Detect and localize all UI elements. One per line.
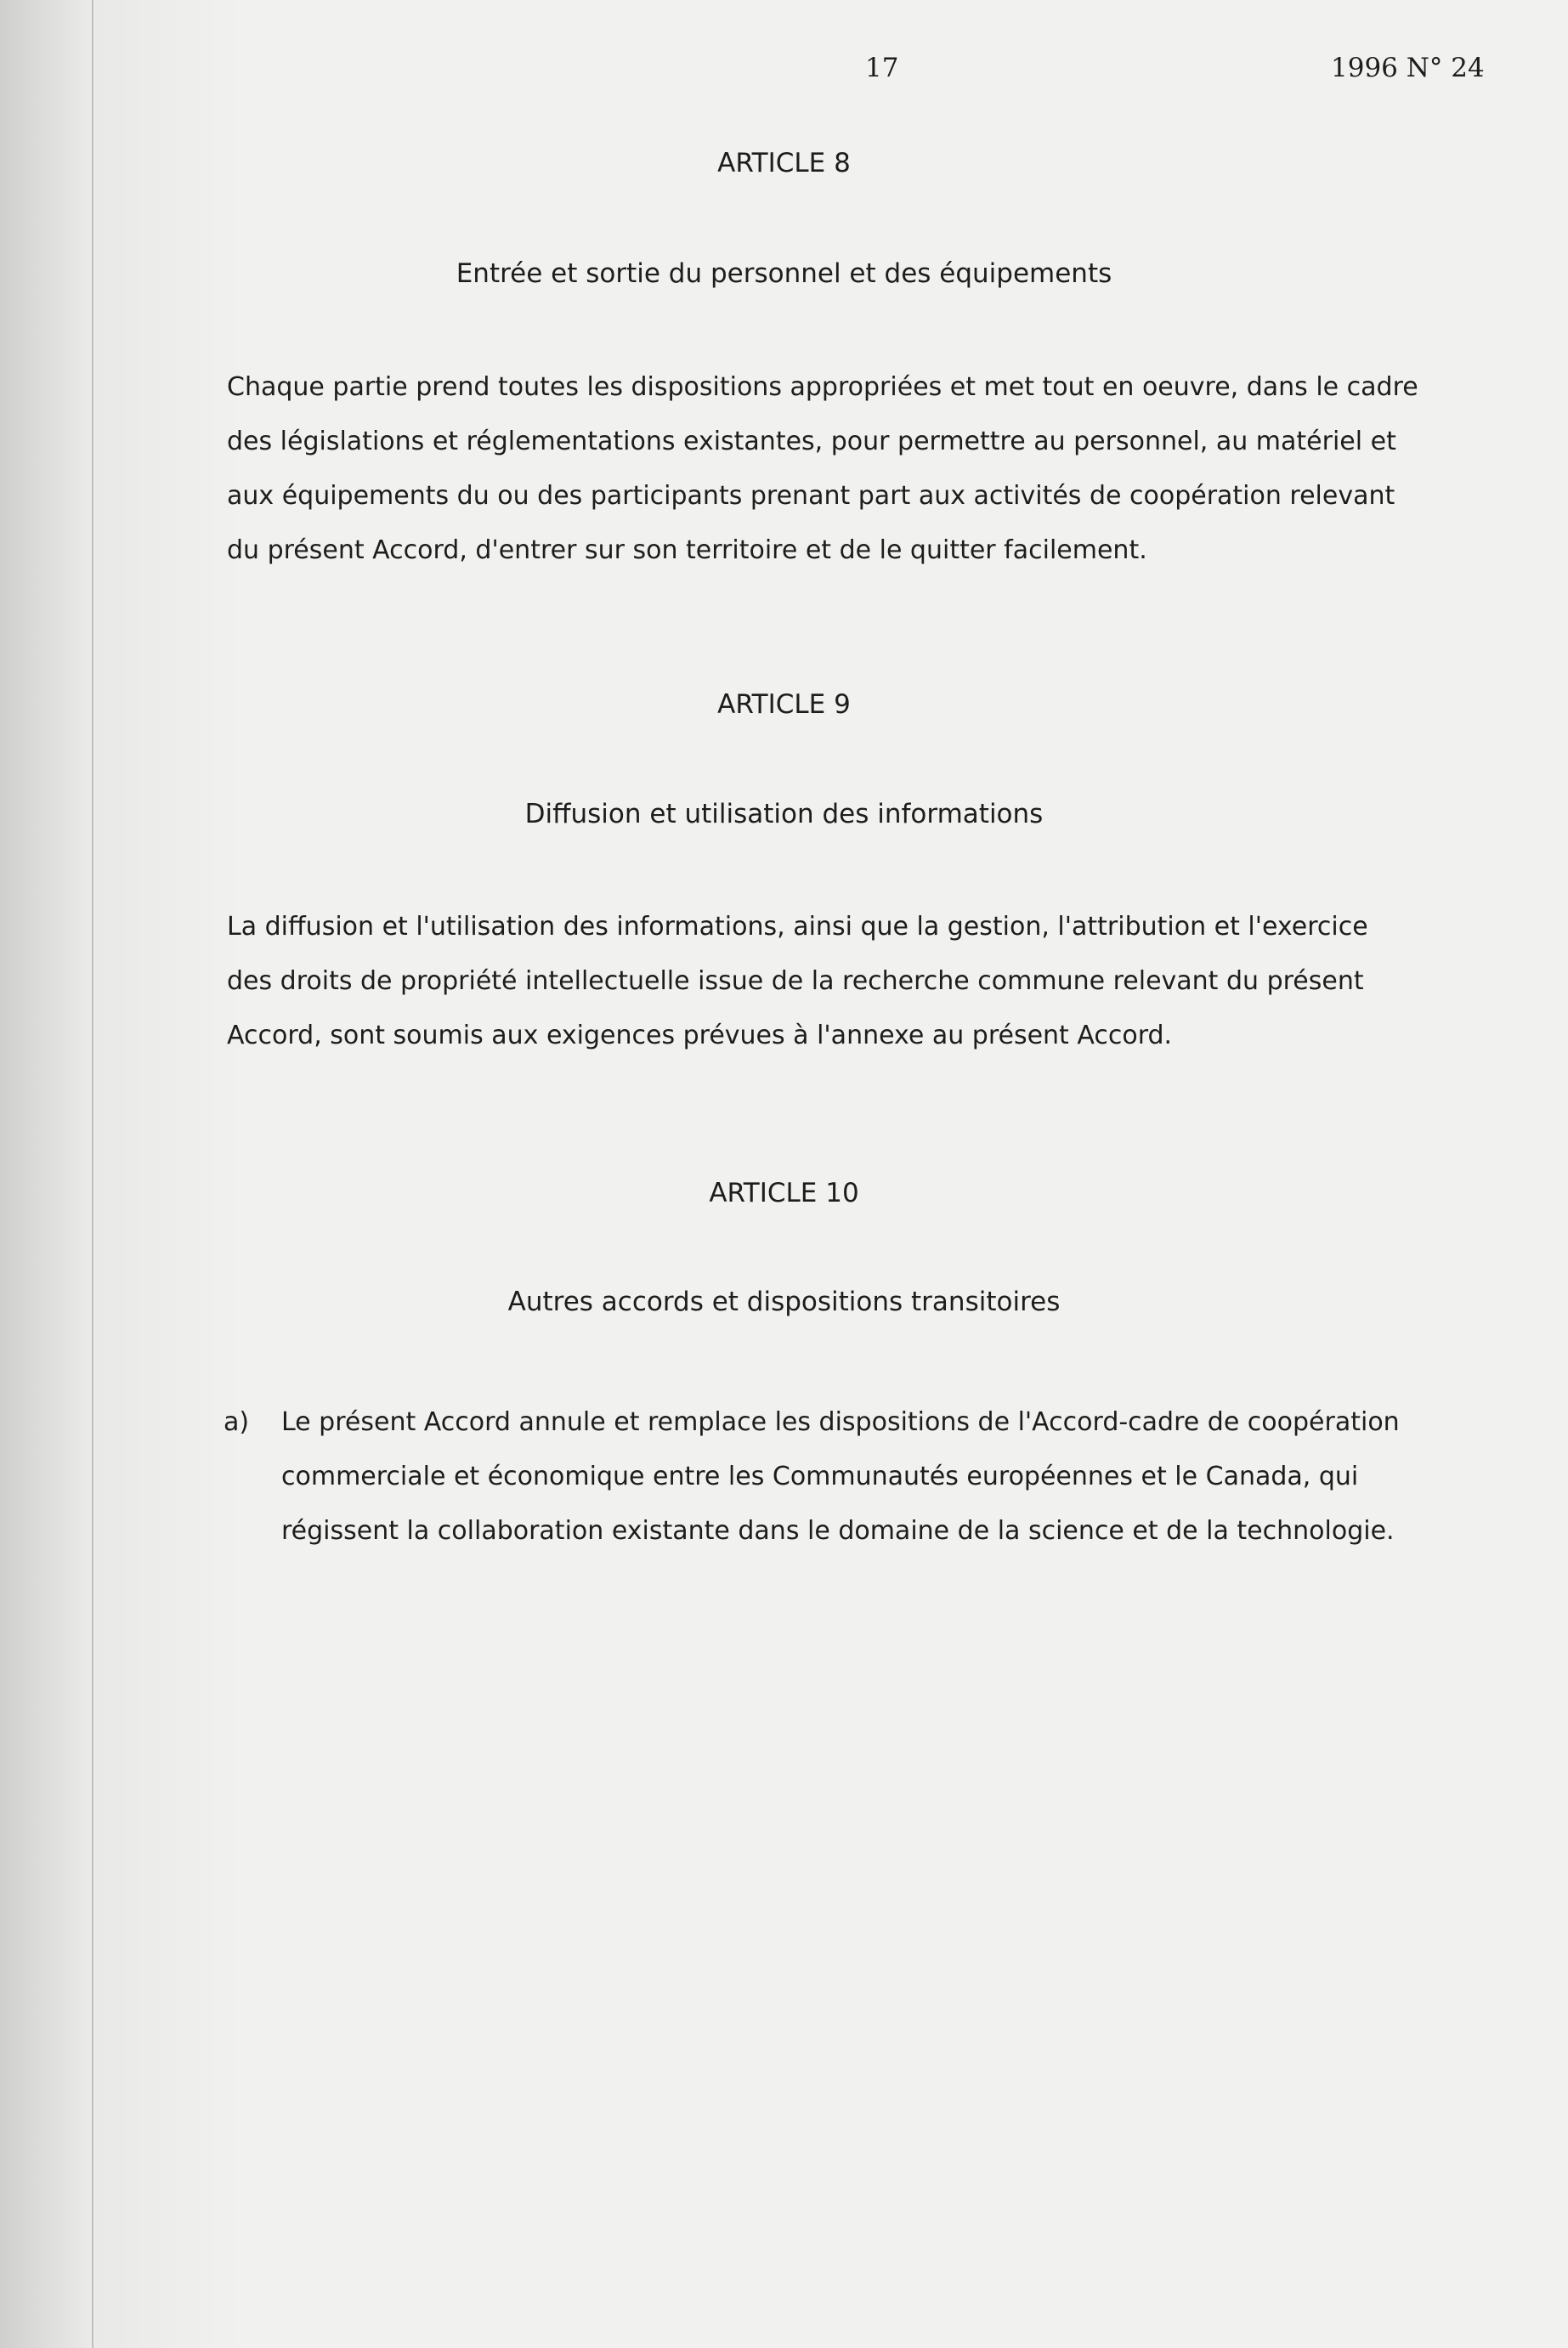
paragraph-line: du présent Accord, d'entrer sur son territoire et de le quitter facilement. bbox=[227, 535, 1147, 565]
binding-edge bbox=[92, 0, 93, 2348]
article-8-heading: ARTICLE 8 bbox=[717, 148, 851, 178]
paragraph-line: Chaque partie prend toutes les dispositions appropriées et met tout en oeuvre, dans le cadre bbox=[227, 372, 1418, 402]
list-item-text bbox=[281, 1395, 1400, 1559]
paragraph-line: Le présent Accord annule et remplace les dispositions de l'Accord-cadre de coopération bbox=[281, 1407, 1400, 1437]
paragraph-line: régissent la collaboration existante dans le domaine de la science et de la technologie. bbox=[281, 1516, 1395, 1546]
paragraph-line: aux équipements du ou des participants prenant part aux activités de coopération relevant bbox=[227, 481, 1395, 511]
paragraph-line: Accord, sont soumis aux exigences prévues à l'annexe au présent Accord. bbox=[227, 1021, 1173, 1050]
paragraph-line: des droits de propriété intellectuelle issue de la recherche commune relevant du présent bbox=[227, 966, 1364, 996]
article-9-title: Diffusion et utilisation des informations bbox=[524, 799, 1044, 829]
article-10-heading: ARTICLE 10 bbox=[709, 1178, 859, 1208]
paragraph-line: commerciale et économique entre les Communautés européennes et le Canada, qui bbox=[281, 1462, 1359, 1491]
article-8-paragraph bbox=[227, 360, 1553, 578]
list-item-marker: a) bbox=[224, 1407, 250, 1437]
document-reference: 1996 N° 24 bbox=[1331, 53, 1485, 83]
article-8-title: Entrée et sortie du personnel et des équipements bbox=[456, 258, 1112, 289]
binding-shadow bbox=[0, 0, 102, 2348]
paragraph-line: des législations et réglementations existantes, pour permettre au personnel, au matériel et bbox=[227, 427, 1396, 456]
document-page bbox=[95, 0, 1568, 2348]
article-9-heading: ARTICLE 9 bbox=[717, 689, 851, 720]
paragraph-line: La diffusion et l'utilisation des informations, ainsi que la gestion, l'attribution et l'exercice bbox=[227, 912, 1368, 942]
page-number: 17 bbox=[865, 53, 899, 83]
article-10-title: Autres accords et dispositions transitoires bbox=[507, 1287, 1061, 1317]
article-9-paragraph bbox=[227, 900, 1553, 1063]
